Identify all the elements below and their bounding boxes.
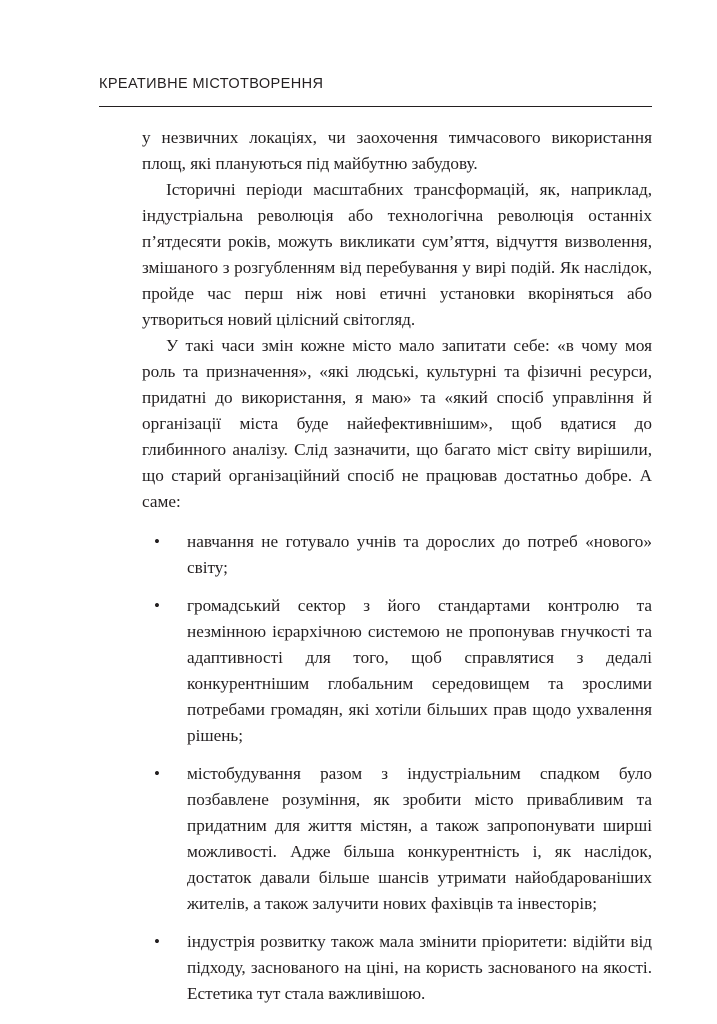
paragraph: У такі часи змін кожне місто мало запитати себе: «в чому моя роль та призначення», «які людські, культурні та фізичні ресурси, придатні до використання, я маю» та «який спосіб управління й організації міста буде найефективнішим», щоб вдатися до глибинного аналізу. Слід зазначити, що багато міст світу вирішили, що старий організаційний спосіб не працював достатньо добре. А саме: xyxy=(142,336,652,511)
list-item xyxy=(142,593,652,749)
list-item xyxy=(142,761,652,917)
page-body xyxy=(142,125,652,1019)
bullet-dot-icon: • xyxy=(154,932,160,951)
paragraph-continuation: у незвичних локаціях, чи заохочення тимчасового використання площ, які плануються під майбутню забудову. xyxy=(142,128,652,173)
list-item xyxy=(142,529,652,581)
list-item-text: громадський сектор з його стандартами контролю та незмінною ієрархічною системою не пропонував гнучкості та адаптивності для того, щоб справлятися з дедалі конкурентнішим глобальним середовищем та зрослими потребами громадян, які хотіли більших прав щодо ухвалення рішень; xyxy=(187,596,652,745)
list-item-text: індустрія розвитку також мала змінити пріоритети: відійти від підходу, заснованого на ціні, на користь заснованого на якості. Естетика тут стала важливішою. xyxy=(187,932,652,1003)
bullet-list xyxy=(142,529,652,1007)
bullet-dot-icon: • xyxy=(154,596,160,615)
list-item-text: містобудування разом з індустріальним спадком було позбавлене розуміння, як зробити місто привабливим та придатним для життя містян, а також запропонувати ширші можливості. Адже більша конкурентність і, як наслідок, достаток давали більше шансів утримати найобдарованіших жителів, а також залучити нових фахівців та інвесторів; xyxy=(187,764,652,913)
bullet-dot-icon: • xyxy=(154,532,160,551)
list-item-text: навчання не готувало учнів та дорослих до потреб «нового» світу; xyxy=(187,532,652,577)
paragraph: Історичні періоди масштабних трансформацій, як, наприклад, індустріальна революція або технологічна революція останніх п’ятдесяти років, можуть викликати сум’яття, відчуття визволення, змішаного з розгубленням від перебування у вирі подій. Як наслідок, пройде час перш ніж нові етичні установки вкоріняться або утвориться новий цілісний світогляд. xyxy=(142,180,652,329)
running-header: КРЕАТИВНЕ МІСТОТВОРЕННЯ xyxy=(99,76,324,92)
header-rule xyxy=(99,106,652,107)
bullet-dot-icon: • xyxy=(154,764,160,783)
list-item xyxy=(142,929,652,1007)
